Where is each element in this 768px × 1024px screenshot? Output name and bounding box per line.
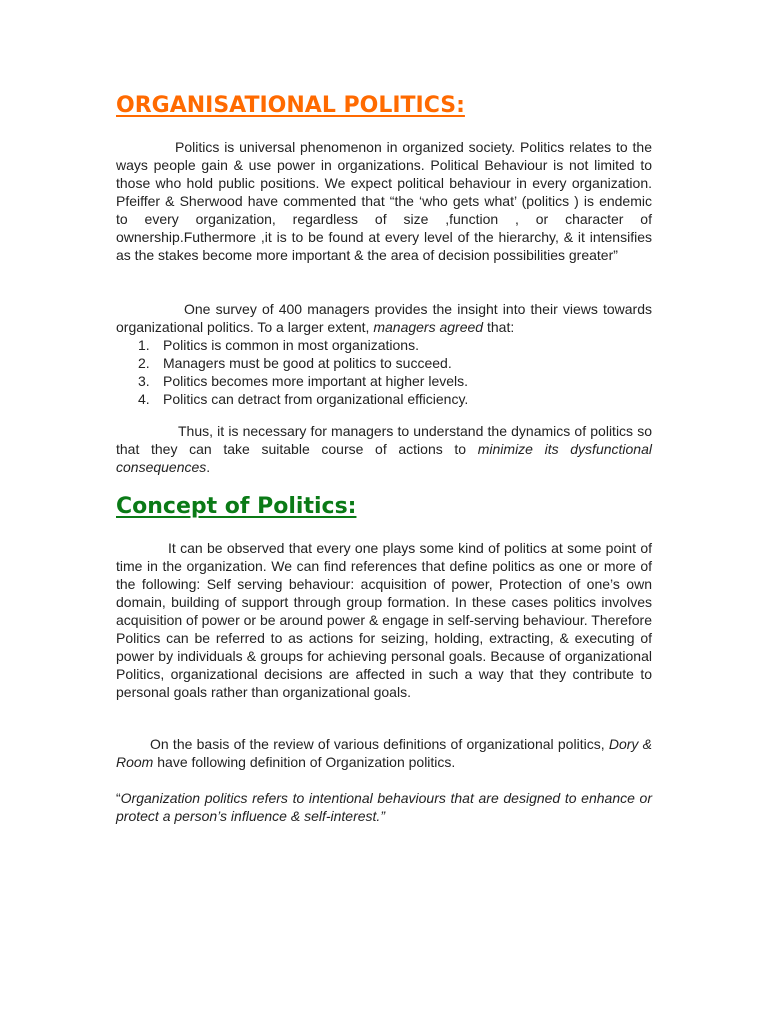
dynamics-text-end: . bbox=[206, 459, 211, 475]
list-number: 3. bbox=[138, 373, 150, 389]
definitions-paragraph bbox=[116, 735, 652, 771]
dynamics-paragraph bbox=[116, 422, 652, 476]
list-text: Politics is common in most organizations. bbox=[163, 337, 419, 353]
definition-quote bbox=[116, 789, 652, 825]
intro-paragraph bbox=[116, 138, 652, 264]
list-item bbox=[116, 372, 652, 390]
list-text: Politics can detract from organizational efficiency. bbox=[163, 391, 469, 407]
concept-text: It can be observed that every one plays some kind of politics at some point of time in the organization. We can find references that define politics as one or more of the following: Self serving behaviour: acquisition of power, Protection of one’s own domain, building of support through group formation. In these cases politics involves acquisition of power or be around power & engage in self-serving behaviour. Therefore Politics can be referred to as actions for seizing, holding, extracting, & executing of power by individuals & groups for achieving personal goals. Because of organizational Politics, organizational decisions are affected in such a way that they contribute to personal goals rather than organizational goals. bbox=[116, 540, 652, 700]
list-number: 4. bbox=[138, 391, 150, 407]
definitions-text: On the basis of the review of various definitions of organizational politics, bbox=[150, 736, 609, 752]
list-text: Managers must be good at politics to succeed. bbox=[163, 355, 452, 371]
definitions-text-end: have following definition of Organization politics. bbox=[153, 754, 456, 770]
survey-italic: managers agreed bbox=[373, 319, 484, 335]
list-item bbox=[116, 336, 652, 354]
survey-text-end: that: bbox=[483, 319, 515, 335]
concept-heading: Concept of Politics: bbox=[116, 494, 357, 519]
survey-paragraph bbox=[116, 300, 652, 336]
definitions-italic: Dory & Room bbox=[116, 736, 652, 770]
list-item bbox=[116, 354, 652, 372]
quote-open: “ bbox=[116, 790, 121, 806]
list-number: 1. bbox=[138, 337, 150, 353]
intro-text: Politics is universal phenomenon in organized society. Politics relates to the ways people gain & use power in organizations. Political Behaviour is not limited to those who hold public positions. We expect political behaviour in every organization. Pfeiffer & Sherwood have commented that “the ‘who gets what’ (politics ) is endemic to every organization, regardless of size ,function , or character of ownership.Futhermore ,it is to be found at every level of the hierarchy, & it intensifies as the stakes become more important & the area of decision possibilities greater” bbox=[116, 139, 652, 263]
list-number: 2. bbox=[138, 355, 150, 371]
dynamics-text: Thus, it is necessary for managers to understand the dynamics of politics so that they can take suitable course of actions to bbox=[116, 423, 652, 457]
quote-text: Organization politics refers to intentional behaviours that are designed to enhance or protect a person’s influence & self-interest.” bbox=[116, 790, 652, 824]
main-heading: ORGANISATIONAL POLITICS: bbox=[116, 93, 465, 118]
list-item bbox=[116, 390, 652, 408]
list-text: Politics becomes more important at higher levels. bbox=[163, 373, 469, 389]
concept-paragraph bbox=[116, 539, 652, 701]
survey-text: One survey of 400 managers provides the insight into their views towards organizational politics. To a larger extent, bbox=[116, 301, 652, 335]
dynamics-italic: minimize its dysfunctional consequences bbox=[116, 441, 652, 475]
findings-list bbox=[116, 336, 652, 408]
